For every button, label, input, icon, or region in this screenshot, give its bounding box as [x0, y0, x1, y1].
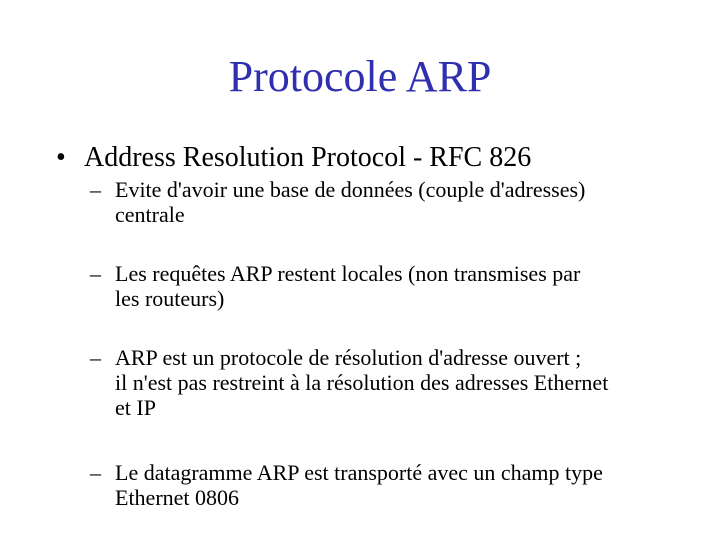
sub-bullet-line: Evite d'avoir une base de données (couple d'adresses) — [115, 177, 586, 202]
dash-marker: – — [90, 177, 101, 202]
sub-bullet-line: Ethernet 0806 — [115, 485, 240, 510]
dash-marker: – — [90, 261, 101, 286]
sub-bullet-text — [115, 345, 680, 420]
sub-bullet-line: et IP — [115, 395, 156, 420]
sub-bullet-text — [115, 460, 680, 510]
dash-marker: – — [90, 345, 101, 370]
sub-bullet-line: il n'est pas restreint à la résolution des adresses Ethernet — [115, 370, 609, 395]
dash-marker: – — [90, 460, 101, 485]
sub-bullet-line: centrale — [115, 202, 185, 227]
sub-bullet-text — [115, 261, 680, 311]
main-bullet-text: Address Resolution Protocol - RFC 826 — [84, 142, 532, 173]
sub-bullet-text — [115, 177, 680, 227]
sub-bullet-line: les routeurs) — [115, 286, 225, 311]
slide-title: Protocole ARP — [228, 52, 492, 101]
sub-bullet-line: Les requêtes ARP restent locales (non transmises par — [115, 261, 581, 286]
sub-bullet-line: Le datagramme ARP est transporté avec un champ type — [115, 460, 603, 485]
bullet-marker: • — [56, 142, 66, 173]
sub-bullet-line: ARP est un protocole de résolution d'adresse ouvert ; — [115, 345, 582, 370]
